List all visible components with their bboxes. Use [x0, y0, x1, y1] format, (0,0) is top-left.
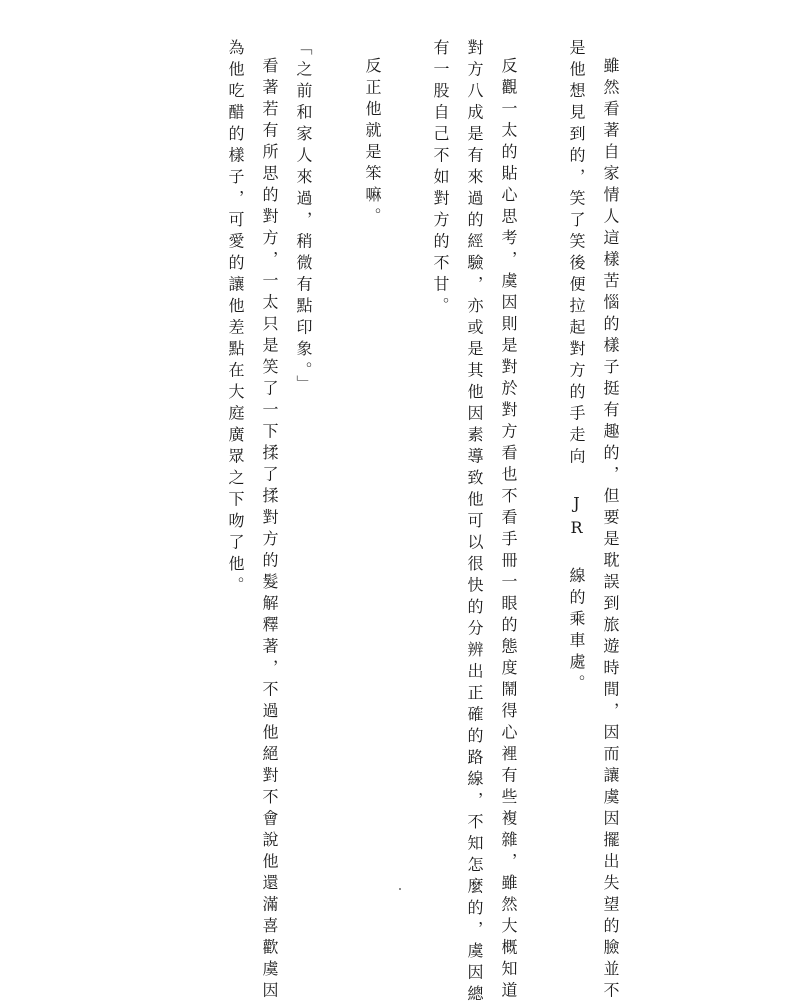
text-line: 對方八成是有來過的經驗，亦或是其他因素導致他可以很快的分辨出正確的路線，不知怎麼的，虞因總: [465, 39, 484, 1007]
scan-speck: [399, 888, 401, 890]
text-line: 是他想見到的，笑了笑後便拉起對方的手走向 JR 線的乘車處。: [567, 39, 586, 696]
text-line: 反觀一太的貼心思考，虞因則是對於對方看也不看手冊一眼的態度鬧得心裡有些複雜，雖然大概知道: [499, 57, 518, 1003]
dialogue-line: 「之前和家人來過，稍微有點印象。」: [294, 39, 313, 397]
text-line: 為他吃醋的樣子，可愛的讓他差點在大庭廣眾之下吻了他。: [226, 39, 245, 598]
text-line: 看著若有所思的對方，一太只是笑了一下揉了揉對方的髮解釋著，不過他絕對不會說他還滿喜歡虞因: [260, 57, 279, 1003]
text-line: 有一股自己不如對方的不甘。: [431, 39, 450, 319]
text-line: 雖然看著自家情人這樣苦惱的樣子挺有趣的，但要是耽誤到旅遊時間，因而讓虞因擺出失望的臉並不: [601, 57, 620, 1003]
text-line: 反正他就是笨嘛。: [363, 57, 382, 229]
